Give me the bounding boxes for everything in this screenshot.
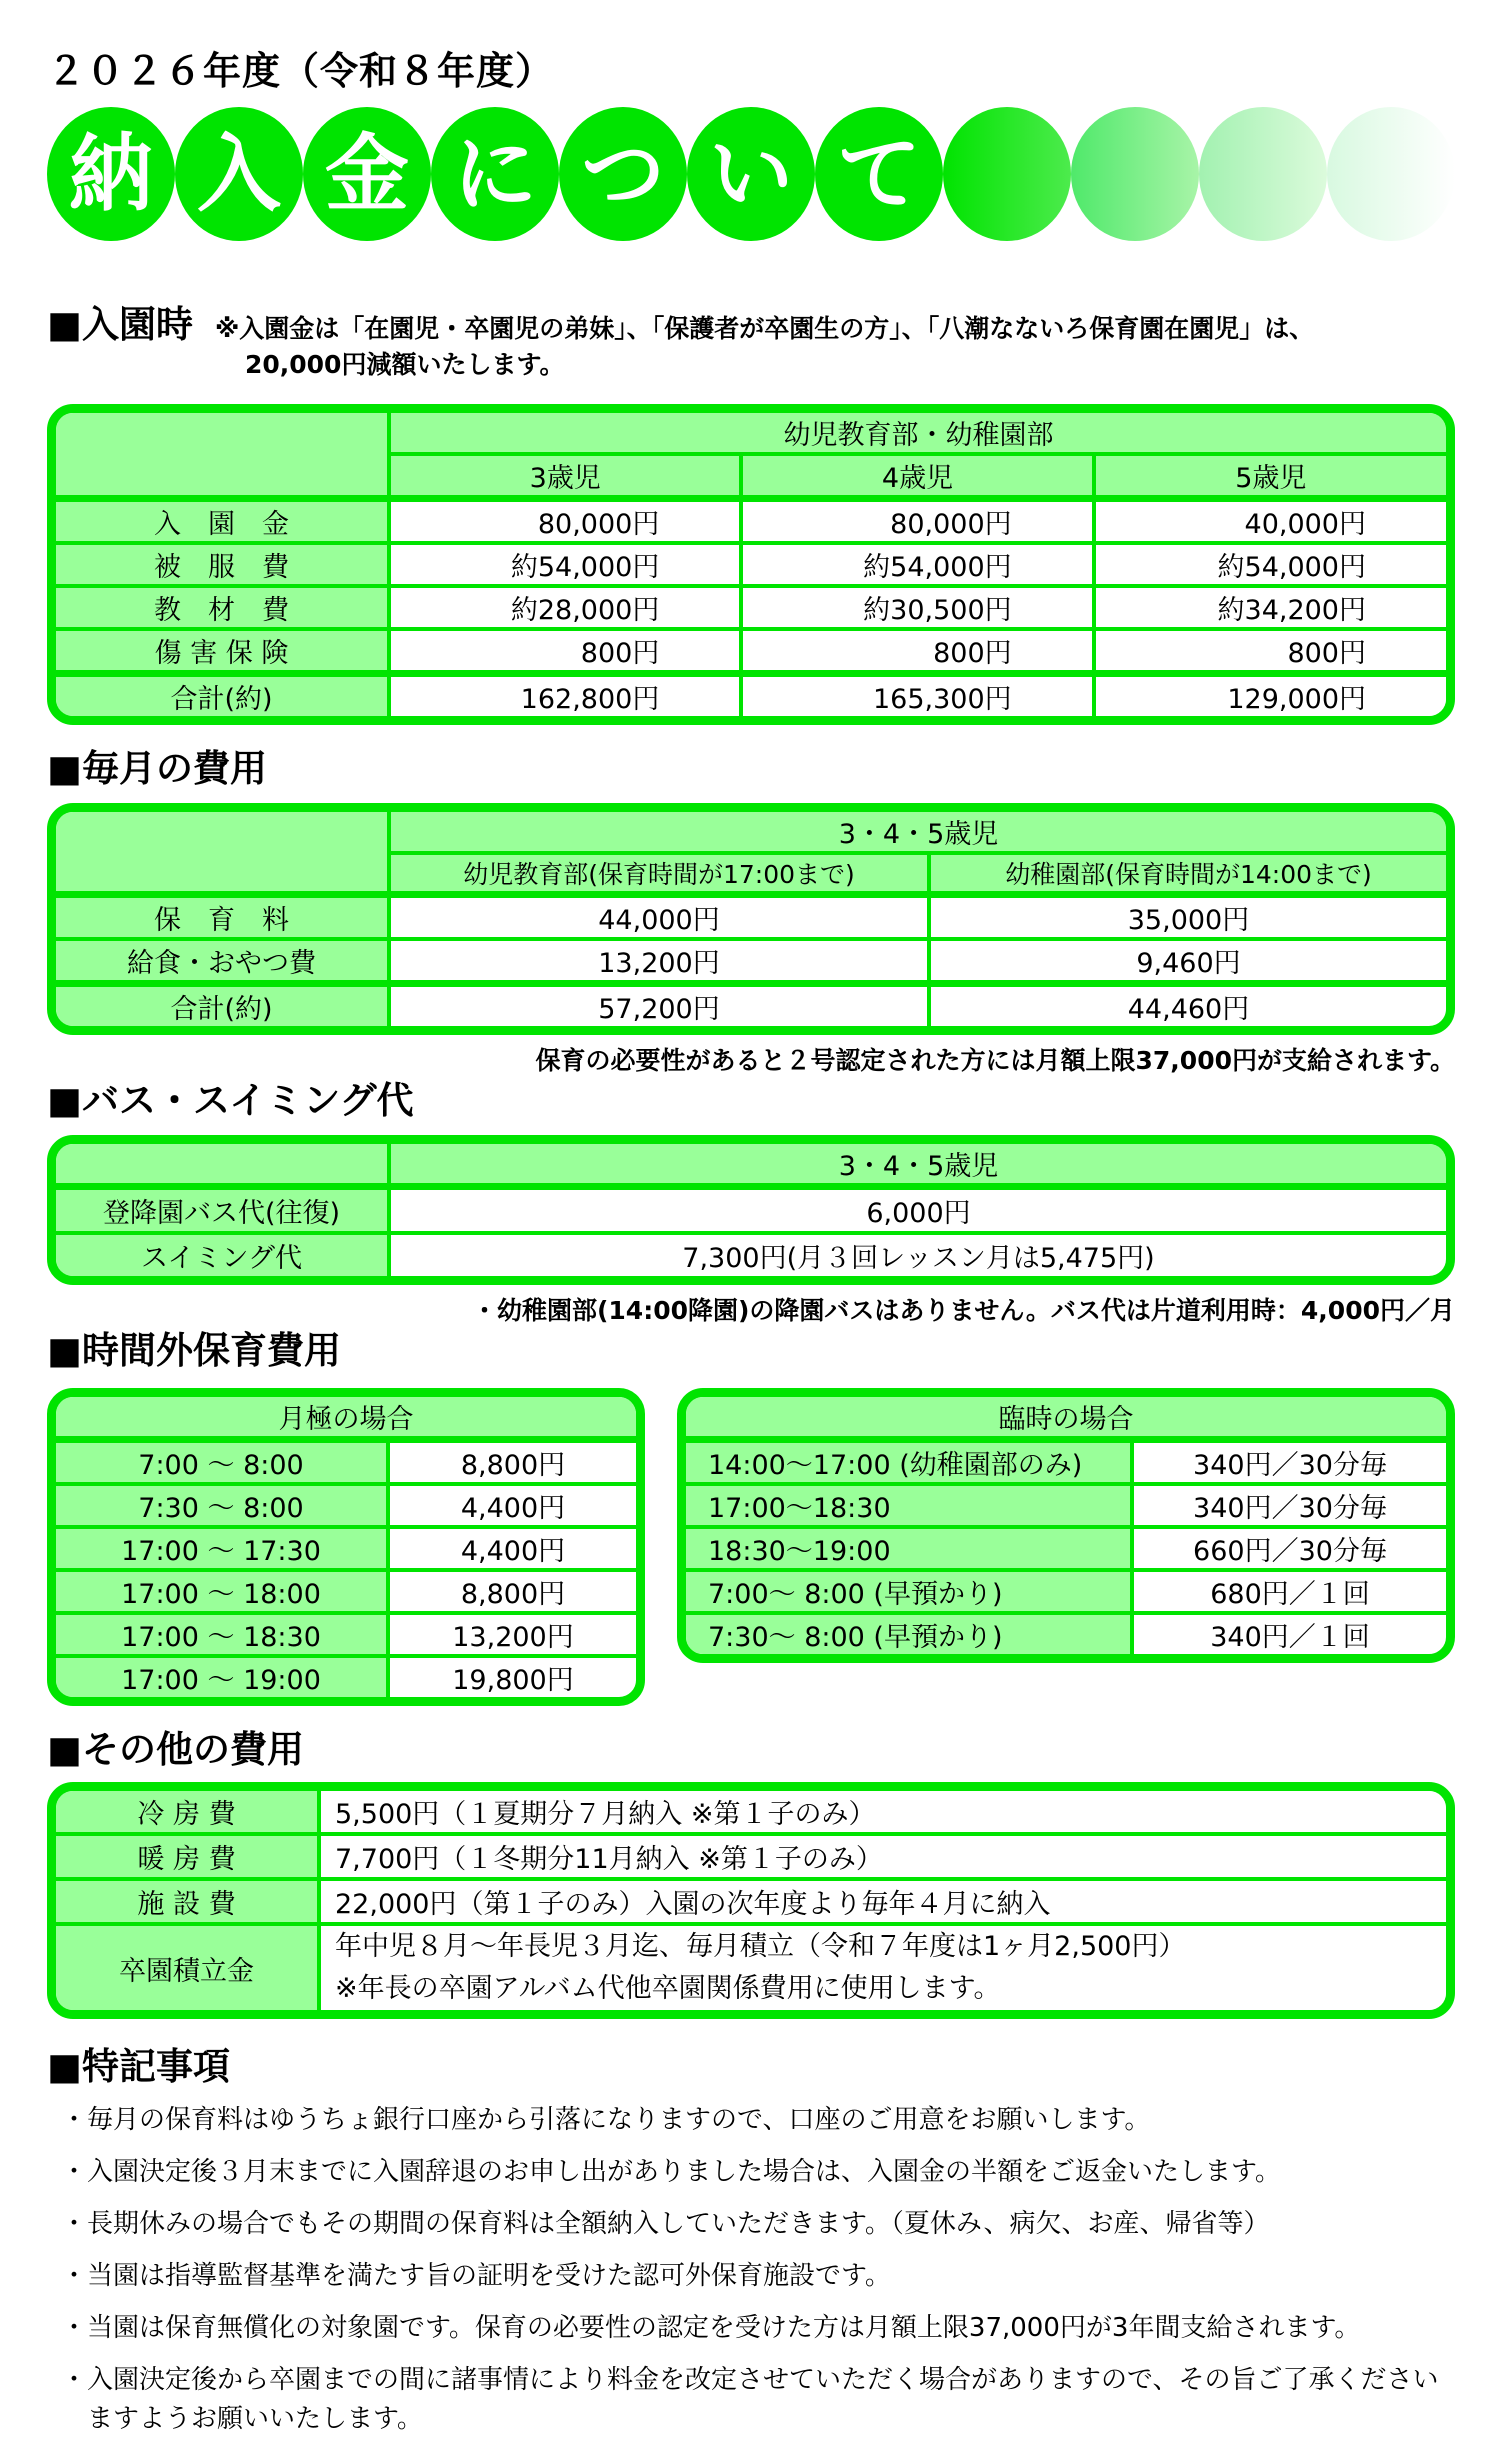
fee-value: 165,300円 (741, 673, 1093, 716)
time-range: 7:00 ～ 8:00 (56, 1439, 388, 1484)
logo-circles (47, 107, 1455, 241)
fee-description: 7,700円（１冬期分11月納入 ※第１子のみ） (319, 1834, 1446, 1879)
fee-description-line2: ※年長の卒園アルバム代他卒園関係費用に使用します。 (335, 1973, 1001, 2005)
bus-note: ・幼稚園部(14:00降園)の降園バスはありません。バス代は片道利用時：4,000円／月 (471, 1296, 1455, 1326)
fee-value: 6,000円 (389, 1187, 1446, 1234)
fee-value: 44,460円 (929, 983, 1446, 1026)
fee-value: 約34,200円 (1094, 586, 1446, 629)
logo-circle-char: い (687, 107, 815, 241)
fee-value: 340円／30分毎 (1132, 1439, 1446, 1484)
bus-table-corner-cell (56, 1144, 389, 1187)
fee-value: 8,800円 (388, 1570, 636, 1613)
section-heading-notes: ■特記事項 (47, 2045, 230, 2089)
fee-value: 8,800円 (388, 1439, 636, 1484)
table-row (56, 586, 1446, 629)
row-label: 教 材 費 (56, 586, 389, 629)
logo-circle-char: つ (559, 107, 687, 241)
fading-circle (1327, 107, 1455, 241)
fee-description: 22,000円（第１子のみ）入園の次年度より毎年４月に納入 (319, 1879, 1446, 1924)
row-label: 卒園積立金 (56, 1924, 319, 2010)
fee-value: 13,200円 (389, 939, 929, 984)
other-fees-table (47, 1782, 1455, 2019)
time-range: 7:30～ 8:00 (早預かり) (686, 1613, 1132, 1654)
fading-circle (1071, 107, 1199, 241)
department-column-header: 幼稚園部(保育時間が14:00まで) (929, 853, 1446, 895)
fee-value: 800円 (1094, 629, 1446, 674)
fee-value: 129,000円 (1094, 673, 1446, 716)
fee-value: 660円／30分毎 (1132, 1527, 1446, 1570)
row-label: 被 服 費 (56, 543, 389, 586)
fee-value: 340円／30分毎 (1132, 1484, 1446, 1527)
table-row (56, 1656, 636, 1697)
fading-circle (1199, 107, 1327, 241)
list-item: ・入園決定後から卒園までの間に諸事情により料金を改定させていただく場合がありますので、その旨ご了承くださいますようお願いいたします。 (61, 2365, 1439, 2435)
row-label: 施 設 費 (56, 1879, 319, 1924)
logo-circle-char: 納 (47, 107, 175, 241)
row-label: 合計(約) (56, 673, 389, 716)
table-row (56, 894, 1446, 939)
section-heading-extended: ■時間外保育費用 (47, 1329, 341, 1373)
extended-temporary-table (677, 1388, 1455, 1663)
fee-value: 800円 (389, 629, 741, 674)
section-heading-bus-swim: ■バス・スイミング代 (47, 1078, 414, 1122)
monthly-table-group-header: 3・4・5歳児 (389, 812, 1446, 853)
row-label: 暖 房 費 (56, 1834, 319, 1879)
table-row-total (56, 983, 1446, 1026)
fading-circle (943, 107, 1071, 241)
table-row (56, 1613, 636, 1656)
table-row (56, 1879, 1446, 1924)
logo-circle-char: に (431, 107, 559, 241)
table-row (56, 1233, 1446, 1276)
time-range: 17:00 ～ 19:00 (56, 1656, 388, 1697)
section-heading-admission: ■入園時 (47, 303, 193, 346)
monthly-table-corner-cell (56, 812, 389, 895)
logo-circle-char: 入 (175, 107, 303, 241)
department-column-header: 幼児教育部(保育時間が17:00まで) (389, 853, 929, 895)
time-range: 17:00 ～ 18:00 (56, 1570, 388, 1613)
extended-temporary-title: 臨時の場合 (686, 1397, 1446, 1440)
table-row-total (56, 673, 1446, 716)
bus-table-group-header: 3・4・5歳児 (389, 1144, 1446, 1187)
fee-value: 35,000円 (929, 894, 1446, 939)
table-row (686, 1484, 1446, 1527)
table-row (56, 1527, 636, 1570)
fee-value: 19,800円 (388, 1656, 636, 1697)
table-row (56, 1439, 636, 1484)
row-label: 入 園 金 (56, 498, 389, 543)
fee-value: 162,800円 (389, 673, 741, 716)
table-row (56, 543, 1446, 586)
table-row (686, 1439, 1446, 1484)
admission-fee-table (47, 404, 1455, 725)
row-label: 傷 害 保 険 (56, 629, 389, 674)
fee-value: 約54,000円 (741, 543, 1093, 586)
section-heading-monthly: ■毎月の費用 (47, 746, 267, 790)
fee-description-line1: 年中児８月～年長児３月迄、毎月積立（令和７年度は1ヶ月2,500円） (335, 1931, 1186, 1963)
fee-value: 680円／１回 (1132, 1570, 1446, 1613)
fee-value: 13,200円 (388, 1613, 636, 1656)
table-row (56, 498, 1446, 543)
extended-tables (47, 1388, 1455, 1706)
table-row (56, 1570, 636, 1613)
age-column-header: 3歳児 (389, 454, 741, 499)
section-admission-header (47, 303, 1455, 384)
list-item: ・毎月の保育料はゆうちょ銀行口座から引落になりますので、口座のご用意をお願いします。 (61, 2105, 1151, 2136)
table-row (56, 1187, 1446, 1234)
monthly-fee-table (47, 803, 1455, 1035)
fee-value: 4,400円 (388, 1484, 636, 1527)
time-range: 17:00 ～ 18:30 (56, 1613, 388, 1656)
time-range: 7:30 ～ 8:00 (56, 1484, 388, 1527)
extended-monthly-title: 月極の場合 (56, 1397, 636, 1440)
age-column-header: 5歳児 (1094, 454, 1446, 499)
table-row (56, 1924, 1446, 2010)
table-row (56, 1791, 1446, 1834)
table-row (686, 1613, 1446, 1654)
extended-monthly-table (47, 1388, 645, 1706)
list-item: ・長期休みの場合でもその期間の保育料は全額納入していただきます。（夏休み、病欠、お産、帰省等） (61, 2209, 1270, 2240)
admission-table-group-header: 幼児教育部・幼稚園部 (389, 413, 1446, 454)
admission-note-line2: 20,000円減額いたします。 (244, 350, 565, 380)
fee-description (319, 1924, 1446, 2010)
fee-value: 約28,000円 (389, 586, 741, 629)
time-range: 18:30～19:00 (686, 1527, 1132, 1570)
logo-circle-char: て (815, 107, 943, 241)
fee-value: 80,000円 (741, 498, 1093, 543)
logo-circle-char: 金 (303, 107, 431, 241)
monthly-subsidy-note: 保育の必要性があると２号認定された方には月額上限37,000円が支給されます。 (535, 1045, 1455, 1075)
fee-value: 約54,000円 (389, 543, 741, 586)
time-range: 17:00～18:30 (686, 1484, 1132, 1527)
table-row (56, 939, 1446, 984)
table-row (56, 1834, 1446, 1879)
fee-description: 5,500円（１夏期分７月納入 ※第１子のみ） (319, 1791, 1446, 1834)
list-item: ・当園は保育無償化の対象園です。保育の必要性の認定を受けた方は月額上限37,000円が3年間支給されます。 (61, 2313, 1361, 2344)
row-label: 保 育 料 (56, 894, 389, 939)
bus-swim-table (47, 1135, 1455, 1285)
fee-value: 44,000円 (389, 894, 929, 939)
fee-value: 7,300円(月３回レッスン月は5,475円) (389, 1233, 1446, 1276)
fee-value: 9,460円 (929, 939, 1446, 984)
fee-value: 4,400円 (388, 1527, 636, 1570)
row-label: 合計(約) (56, 983, 389, 1026)
time-range: 14:00～17:00 (幼稚園部のみ) (686, 1439, 1132, 1484)
fee-value: 57,200円 (389, 983, 929, 1026)
special-notes-list (47, 2101, 1455, 2439)
row-label: 冷 房 費 (56, 1791, 319, 1834)
page-title: ２０２６年度（令和８年度） (47, 49, 555, 93)
row-label: スイミング代 (56, 1233, 389, 1276)
time-range: 17:00 ～ 17:30 (56, 1527, 388, 1570)
fee-value: 約30,500円 (741, 586, 1093, 629)
admission-table-corner-cell (56, 413, 389, 499)
fee-value: 40,000円 (1094, 498, 1446, 543)
time-range: 7:00～ 8:00 (早預かり) (686, 1570, 1132, 1613)
row-label: 登降園バス代(往復) (56, 1187, 389, 1234)
fee-value: 80,000円 (389, 498, 741, 543)
section-heading-other: ■その他の費用 (47, 1727, 304, 1771)
table-row (686, 1527, 1446, 1570)
list-item: ・入園決定後３月末までに入園辞退のお申し出がありました場合は、入園金の半額をご返金いたします。 (61, 2157, 1281, 2188)
admission-note-line1: ※入園金は「在園児・卒園児の弟妹」、「保護者が卒園生の方」、「八潮なないろ保育園在園児」は、 (214, 314, 1315, 343)
fee-value: 340円／１回 (1132, 1613, 1446, 1654)
admission-discount-note (215, 303, 1314, 384)
table-row (56, 1484, 636, 1527)
age-column-header: 4歳児 (741, 454, 1093, 499)
table-row (56, 629, 1446, 674)
fee-value: 800円 (741, 629, 1093, 674)
list-item: ・当園は指導監督基準を満たす旨の証明を受けた認可外保育施設です。 (61, 2261, 891, 2292)
table-row (686, 1570, 1446, 1613)
fee-value: 約54,000円 (1094, 543, 1446, 586)
row-label: 給食・おやつ費 (56, 939, 389, 984)
